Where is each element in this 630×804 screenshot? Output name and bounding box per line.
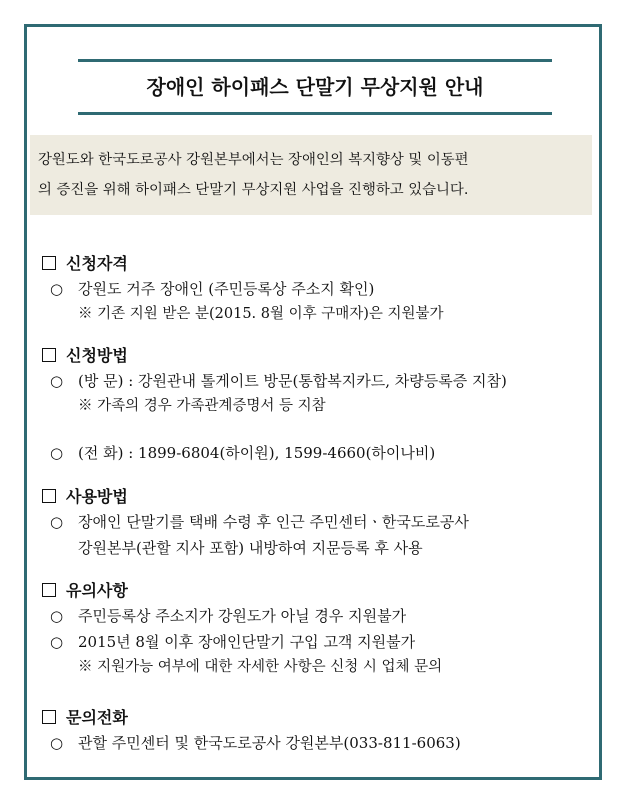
list-item-text: 2015년 8월 이후 장애인단말기 구입 고객 지원불가 — [78, 633, 416, 651]
circle-bullet-icon: ○ — [50, 734, 64, 752]
list-item — [42, 276, 602, 302]
list-item-text: (방 문) : 강원관내 톨게이트 방문(통합복지카드, 차량등록증 지참) — [78, 372, 507, 390]
section-heading-label: 유의사항 — [66, 581, 128, 600]
section-heading-label: 신청방법 — [66, 346, 128, 365]
list-item — [42, 509, 602, 535]
list-item — [42, 603, 602, 629]
section-heading — [42, 344, 602, 368]
circle-bullet-icon: ○ — [50, 372, 64, 390]
section-heading-label: 문의전화 — [66, 708, 128, 727]
list-item-text: 주민등록상 주소지가 강원도가 아닐 경우 지원불가 — [78, 607, 407, 625]
section-usage — [42, 485, 602, 561]
section-method — [42, 344, 602, 466]
list-item — [42, 440, 602, 466]
checkbox-square-icon — [42, 348, 56, 362]
checkbox-square-icon — [42, 583, 56, 597]
section-heading — [42, 579, 602, 603]
list-item — [42, 629, 602, 655]
checkbox-square-icon — [42, 256, 56, 270]
checkbox-square-icon — [42, 710, 56, 724]
section-contact — [42, 706, 602, 756]
note: ※ 지원가능 여부에 대한 자세한 사항은 신청 시 업체 문의 — [78, 659, 443, 675]
page-title: 장애인 하이패스 단말기 무상지원 안내 — [78, 59, 552, 115]
intro-line-2: 의 증진을 위해 하이패스 단말기 무상지원 사업을 진행하고 있습니다. — [38, 182, 469, 198]
section-heading-label: 신청자격 — [66, 254, 128, 273]
list-item-text: 강원도 거주 장애인 (주민등록상 주소지 확인) — [78, 280, 375, 298]
list-item-continuation: 강원본부(관할 지사 포함) 내방하여 지문등록 후 사용 — [78, 539, 423, 557]
circle-bullet-icon: ○ — [50, 444, 64, 462]
section-eligibility — [42, 252, 602, 326]
circle-bullet-icon: ○ — [50, 607, 64, 625]
note: ※ 기존 지원 받은 분(2015. 8월 이후 구매자)은 지원불가 — [78, 306, 444, 322]
checkbox-square-icon — [42, 489, 56, 503]
list-item-text: (전 화) : 1899-6804(하이원), 1599-4660(하이나비) — [78, 444, 436, 462]
list-item-text: 장애인 단말기를 택배 수령 후 인근 주민센터ㆍ한국도로공사 — [78, 513, 469, 531]
section-heading-label: 사용방법 — [66, 487, 128, 506]
circle-bullet-icon: ○ — [50, 633, 64, 651]
intro-line-1: 강원도와 한국도로공사 강원본부에서는 장애인의 복지향상 및 이동편 — [38, 152, 469, 168]
section-heading — [42, 706, 602, 730]
section-heading — [42, 252, 602, 276]
circle-bullet-icon: ○ — [50, 513, 64, 531]
intro-box — [30, 135, 592, 215]
list-item — [42, 730, 602, 756]
section-heading — [42, 485, 602, 509]
circle-bullet-icon: ○ — [50, 280, 64, 298]
note: ※ 가족의 경우 가족관계증명서 등 지참 — [78, 398, 326, 414]
section-caution — [42, 579, 602, 679]
list-item-text: 관할 주민센터 및 한국도로공사 강원본부(033-811-6063) — [78, 734, 461, 752]
list-item — [42, 368, 602, 394]
